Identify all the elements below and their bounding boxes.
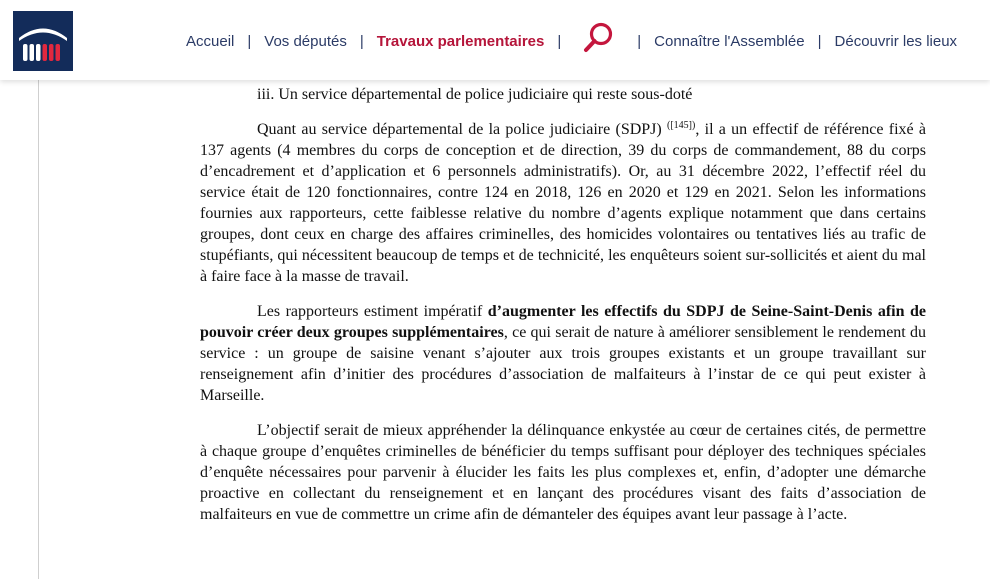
paragraph-text: Les rapporteurs estiment impératif bbox=[257, 303, 488, 320]
paragraph-text: Quant au service départemental de la police judiciaire (SDPJ) bbox=[257, 121, 668, 138]
paragraph-text: , il a un effectif de référence fixé à 137 agents (4 membres du corps de conception et de direction, 39 du corps de commandement, 88 du corps d’encadrement et d’application et 6 personnels administratifs). Or, au 31 décembre 2022, l’effectif réel du service était de 120 fonctionnaires, contre 124 en 2018, 126 en 2020 et 129 en 2021. Selon les informations fournies aux rapporteurs, cette faiblesse relative du nombre d’agents explique notamment que dans certains groupes, dont ceux en charge des affaires criminelles, des homicides volontaires ou tentatives liés au trafic de stupéfiants, qui nécessitent beaucoup de temps et de technicité, les enquêteurs soient sur-sollicités et aient du mal à faire face à la masse de travail. bbox=[200, 121, 927, 285]
nav-home[interactable]: Accueil bbox=[186, 32, 235, 50]
paragraph-text: , ce qui serait de nature à améliorer sensiblement le rendement du service : un groupe de saisine venant s’ajouter aux trois groupes existants et un groupe travaillant sur renseignement afin d’initier des procédures d’association de malfaiteurs à l’instar de ce qui peut exister à Marseille. bbox=[200, 324, 926, 404]
nav-know-assembly[interactable]: Connaître l'Assemblée bbox=[654, 32, 805, 50]
paragraph-objective: L’objectif serait de mieux appréhender la délinquance enkystée au cœur de certaines cités, de permettre à chaque groupe d’enquêtes criminelles de bénéficier du temps suffisant pour déployer des techniques spéciales d’enquête nécessaires pour parvenir à élucider les faits les plus complexes et, enfin, d’adopter une démarche proactive en collectant du renseignement et en lançant des procédures visant des faits d’association de malfaiteurs en vue de commettre un crime afin de démanteler des équipes avant leur passage à l’acte. bbox=[200, 422, 926, 523]
top-navigation-bar bbox=[0, 0, 990, 80]
nav-deputies[interactable]: Vos députés bbox=[264, 32, 347, 50]
nav-separator: | bbox=[557, 32, 562, 50]
footnote-link[interactable]: ([145]) bbox=[667, 120, 696, 131]
document-page-border bbox=[38, 80, 39, 579]
main-navigation bbox=[186, 30, 957, 52]
nav-separator: | bbox=[637, 32, 642, 50]
search-button[interactable] bbox=[582, 21, 616, 55]
paragraph-sdpj-staffing bbox=[200, 119, 926, 287]
hemicycle-logo-icon bbox=[13, 11, 73, 71]
report-body bbox=[200, 84, 926, 539]
nav-parliamentary-work[interactable]: Travaux parlementaires bbox=[376, 32, 545, 50]
nav-separator: | bbox=[359, 32, 364, 50]
search-icon bbox=[582, 21, 616, 55]
nav-separator: | bbox=[247, 32, 252, 50]
section-heading: iii. Un service départemental de police judiciaire qui reste sous-doté bbox=[257, 86, 693, 103]
nav-discover-places[interactable]: Découvrir les lieux bbox=[834, 32, 958, 50]
emphasized-recommendation: d’augmenter les effectifs du SDPJ de Seine-Saint-Denis afin de pouvoir créer deux groupes supplémentaires bbox=[200, 303, 927, 341]
assemblee-nationale-logo[interactable] bbox=[13, 11, 73, 71]
paragraph-recommendation bbox=[200, 301, 926, 406]
nav-separator: | bbox=[817, 32, 822, 50]
